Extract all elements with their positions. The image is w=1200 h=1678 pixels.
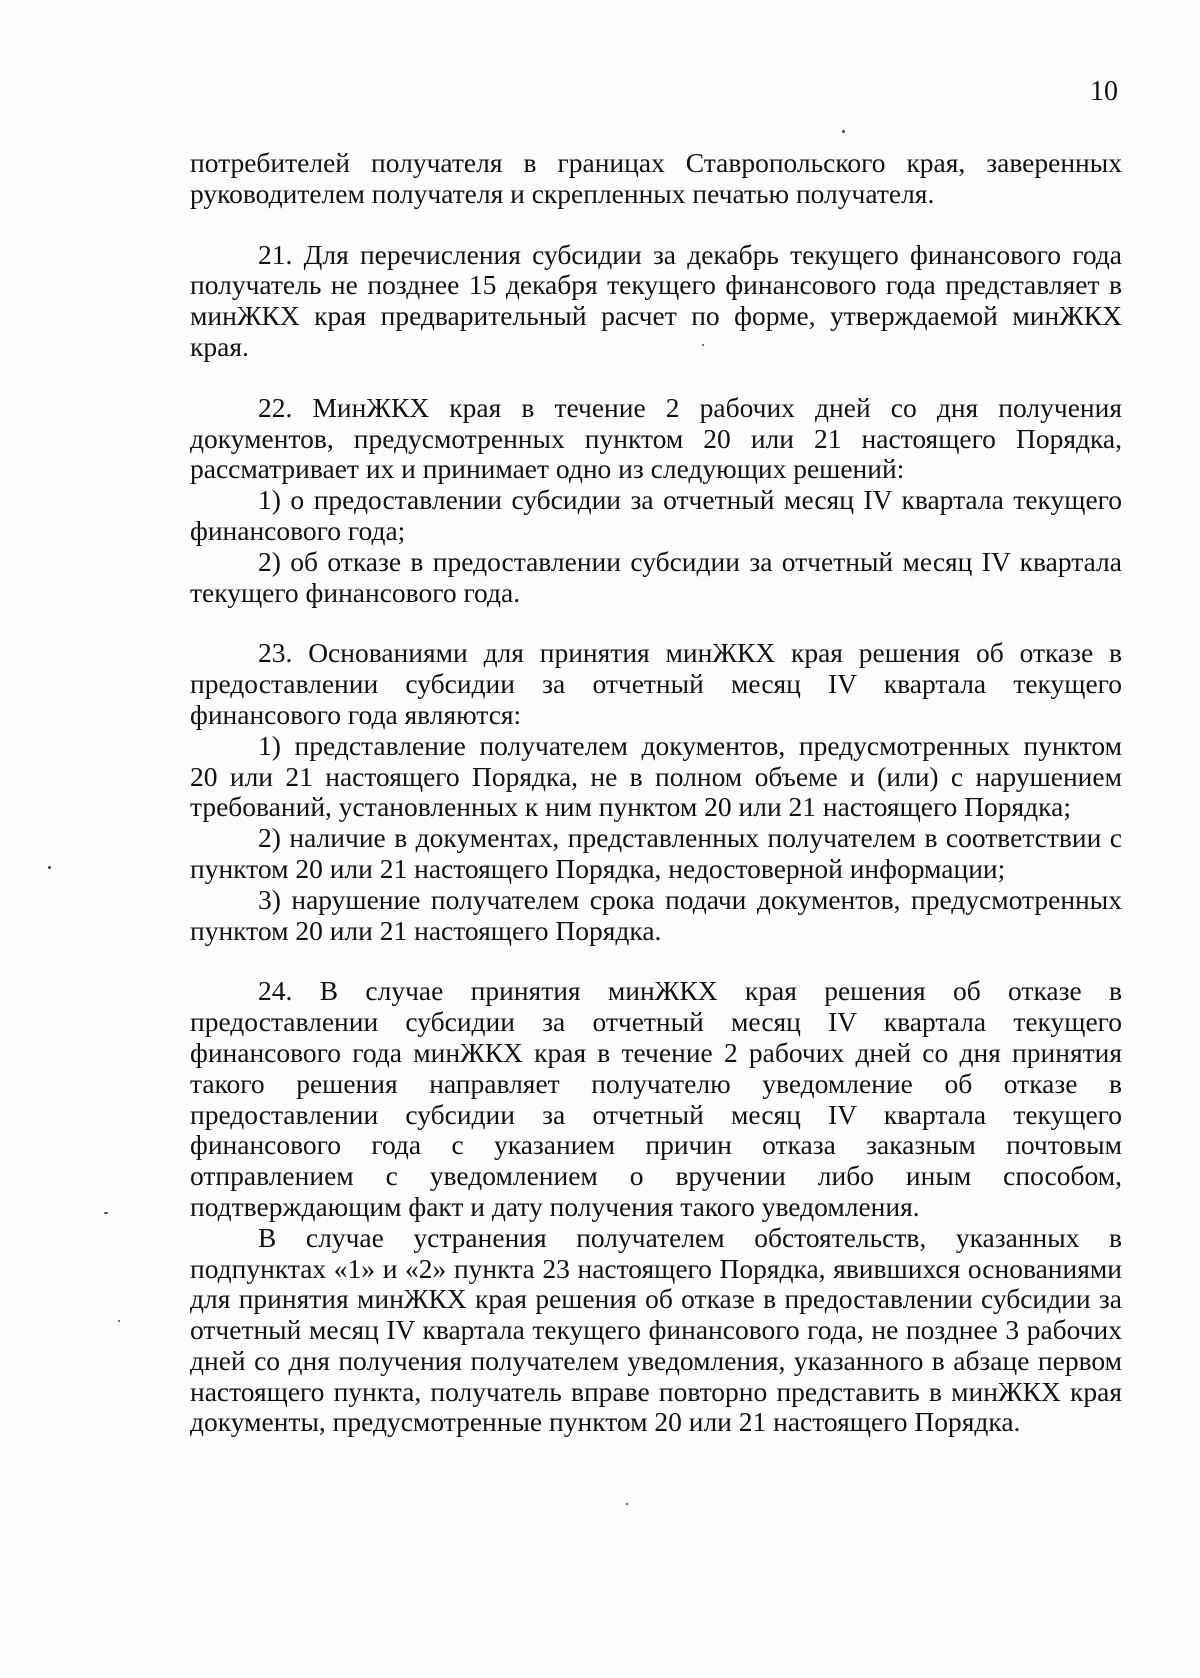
paragraph-item-22-subitem-2: 2) об отказе в предоставлении субсидии за отчетный месяц IV квартала текущего финансового года.: [190, 545, 1122, 608]
scan-speck: [48, 866, 51, 869]
scan-speck: [104, 1212, 108, 1214]
paragraph-item-22: 22. МинЖКХ края в течение 2 рабочих дней со дня получения документов, предусмотренных пунктом 20 или 21 настоящего Порядка, рассматривает их и принимает одно из следующих решений:: [190, 391, 1122, 485]
paragraph-item-24-second: В случае устранения получателем обстоятельств, указанных в подпунктах «1» и «2» пункта 23 настоящего Порядка, явившихся основаниями для принятия минЖКХ края решения об отказе в предоставлении субсидии за отчетный месяц IV квартала текущего финансового года, не позднее 3 рабочих дней со дня получения получателем уведомления, указанного в абзаце первом настоящего пункта, получатель вправе повторно представить в минЖКХ края документы, предусмотренные пунктом 20 или 21 настоящего Порядка.: [190, 1221, 1122, 1438]
paragraph-item-23-subitem-1: 1) представление получателем документов, предусмотренных пунктом 20 или 21 настоящего Порядка, не в полном объеме и (или) с нарушением требований, установленных к ним пунктом 20 или 21 настоящего Порядка;: [190, 729, 1122, 823]
paragraph-item-24: 24. В случае принятия минЖКХ края решения об отказе в предоставлении субсидии за отчетный месяц IV квартала текущего финансового года минЖКХ края в течение 2 рабочих дней со дня принятия такого решения направляет получателю уведомление об отказе в предоставлении субсидии за отчетный месяц IV квартала текущего финансового года с указанием причин отказа заказным почтовым отправлением с уведомлением о вручении либо иным способом, подтверждающим факт и дату получения такого уведомления.: [190, 975, 1122, 1222]
scan-speck: [626, 1503, 628, 1505]
paragraph-item-23-subitem-3: 3) нарушение получателем срока подачи документов, предусмотренных пунктом 20 или 21 настоящего Порядка.: [190, 883, 1122, 946]
document-body: [190, 148, 1122, 1438]
scan-speck: [702, 344, 704, 346]
scan-speck: [118, 1320, 120, 1322]
page-number: 10: [1090, 76, 1118, 107]
paragraph-continuation: потребителей получателя в границах Ставропольского края, заверенных руководителем получателя и скрепленных печатью получателя.: [190, 147, 1122, 209]
scan-speck: [842, 130, 845, 133]
paragraph-item-21: 21. Для перечисления субсидии за декабрь текущего финансового года получатель не позднее 15 декабря текущего финансового года представляет в минЖКХ края предварительный расчет по форме, утверждаемой минЖКХ края.: [190, 238, 1122, 362]
paragraph-item-23-subitem-2: 2) наличие в документах, представленных получателем в соответствии с пунктом 20 или 21 настоящего Порядка, недостоверной информации;: [190, 822, 1122, 884]
paragraph-item-22-subitem-1: 1) о предоставлении субсидии за отчетный месяц IV квартала текущего финансового года;: [190, 484, 1122, 546]
paragraph-item-23: 23. Основаниями для принятия минЖКХ края решения об отказе в предоставлении субсидии за отчетный месяц IV квартала текущего финансового года являются:: [190, 637, 1122, 730]
